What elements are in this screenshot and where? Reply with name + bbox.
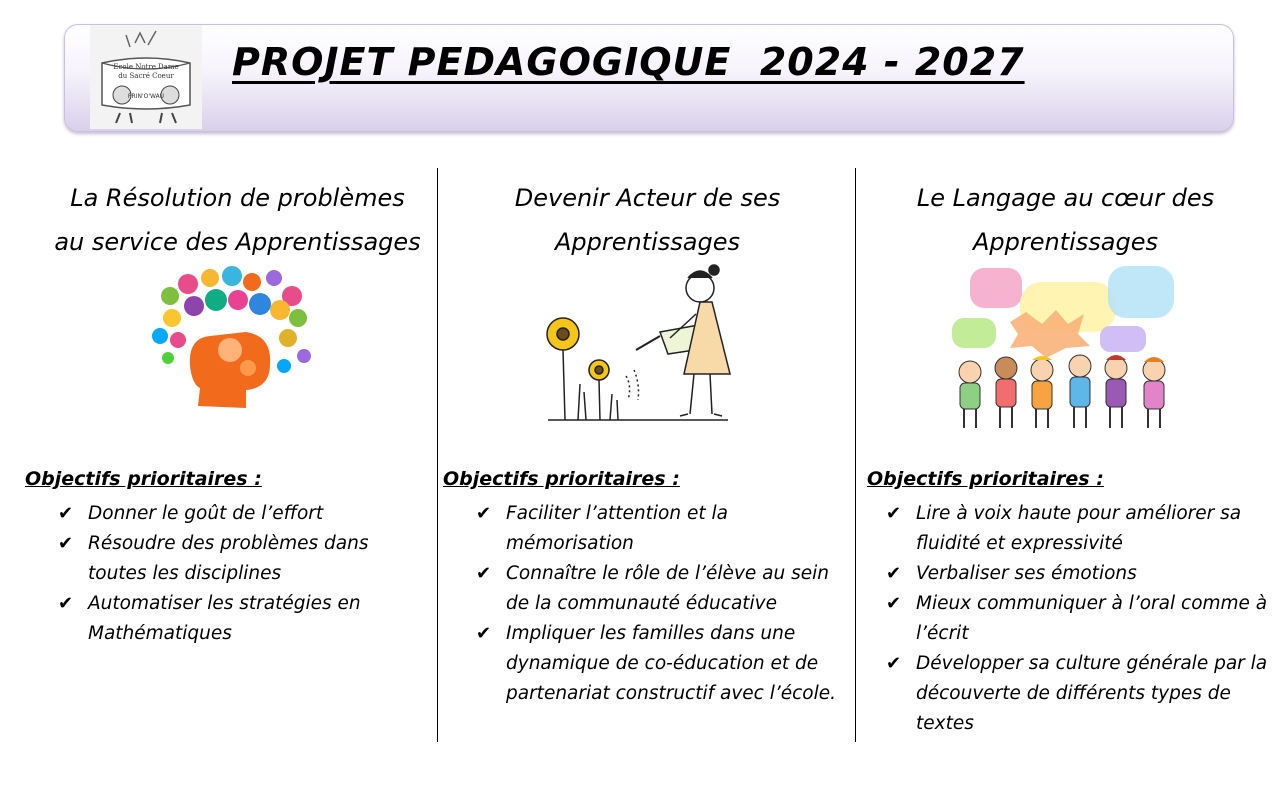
- school-logo: [90, 25, 202, 129]
- column-title: [868, 176, 1263, 264]
- check-icon: ✔: [886, 653, 902, 674]
- objective-text: Faciliter l’attention et la mémorisation: [506, 503, 728, 554]
- page-title: PROJET PEDAGOGIQUE 2024 - 2027: [232, 40, 1025, 84]
- check-icon: ✔: [886, 503, 902, 524]
- objectives-list: [886, 499, 1278, 739]
- column-title-line: Le Langage au cœur des: [916, 184, 1215, 212]
- list-item: [886, 559, 1278, 589]
- objective-text: Impliquer les familles dans une dynamique de co-éducation et de partenariat constructif avec l’école.: [506, 623, 837, 704]
- list-item: [476, 499, 848, 559]
- children-speech-bubbles-illustration: [950, 262, 1178, 438]
- column-active-learner: [450, 176, 845, 264]
- column-title-line: Apprentissages: [972, 228, 1159, 256]
- objective-text: Automatiser les stratégies en Mathématiques: [88, 593, 361, 644]
- column-divider-2: [855, 168, 856, 742]
- objectives-list: [476, 499, 848, 709]
- check-icon: ✔: [476, 623, 492, 644]
- objective-text: Donner le goût de l’effort: [88, 503, 324, 524]
- column-problem-solving: [40, 176, 435, 264]
- column-title-line: Apprentissages: [554, 228, 741, 256]
- check-icon: ✔: [58, 503, 74, 524]
- check-icon: ✔: [476, 503, 492, 524]
- check-icon: ✔: [886, 563, 902, 584]
- head-with-icons-illustration: [148, 266, 320, 416]
- list-item: [886, 589, 1278, 649]
- list-item: [886, 499, 1278, 559]
- check-icon: ✔: [58, 593, 74, 614]
- column-language: [868, 176, 1263, 264]
- objective-text: Résoudre des problèmes dans toutes les disciplines: [88, 533, 369, 584]
- objectives-heading: Objectifs prioritaires :: [25, 468, 262, 490]
- logo-text-3: PRIN'O'WAU: [127, 93, 165, 100]
- list-item: [476, 619, 848, 709]
- list-item: [58, 499, 428, 529]
- column-title-line: La Résolution de problèmes: [70, 184, 405, 212]
- column-title-line: Devenir Acteur de ses: [514, 184, 781, 212]
- column-title-line: au service des Apprentissages: [54, 228, 421, 256]
- girl-watering-flowers-illustration: [538, 264, 738, 426]
- objective-text: Verbaliser ses émotions: [916, 563, 1137, 584]
- column-title: [450, 176, 845, 264]
- column-title: [40, 176, 435, 264]
- objective-text: Lire à voix haute pour améliorer sa fluidité et expressivité: [916, 503, 1242, 554]
- objective-text: Mieux communiquer à l’oral comme à l’écrit: [916, 593, 1268, 644]
- logo-text-1: Ecole Notre Dame: [113, 63, 179, 71]
- check-icon: ✔: [476, 563, 492, 584]
- objective-text: Développer sa culture générale par la découverte de différents types de textes: [916, 653, 1268, 734]
- objective-text: Connaître le rôle de l’élève au sein de la communauté éducative: [506, 563, 829, 614]
- objectives-heading: Objectifs prioritaires :: [867, 468, 1104, 490]
- list-item: [58, 529, 428, 589]
- check-icon: ✔: [886, 593, 902, 614]
- check-icon: ✔: [58, 533, 74, 554]
- objectives-list: [58, 499, 428, 649]
- list-item: [476, 559, 848, 619]
- objectives-heading: Objectifs prioritaires :: [443, 468, 680, 490]
- list-item: [886, 649, 1278, 739]
- logo-text-2: du Sacré Coeur: [118, 72, 174, 80]
- list-item: [58, 589, 428, 649]
- column-divider-1: [437, 168, 438, 742]
